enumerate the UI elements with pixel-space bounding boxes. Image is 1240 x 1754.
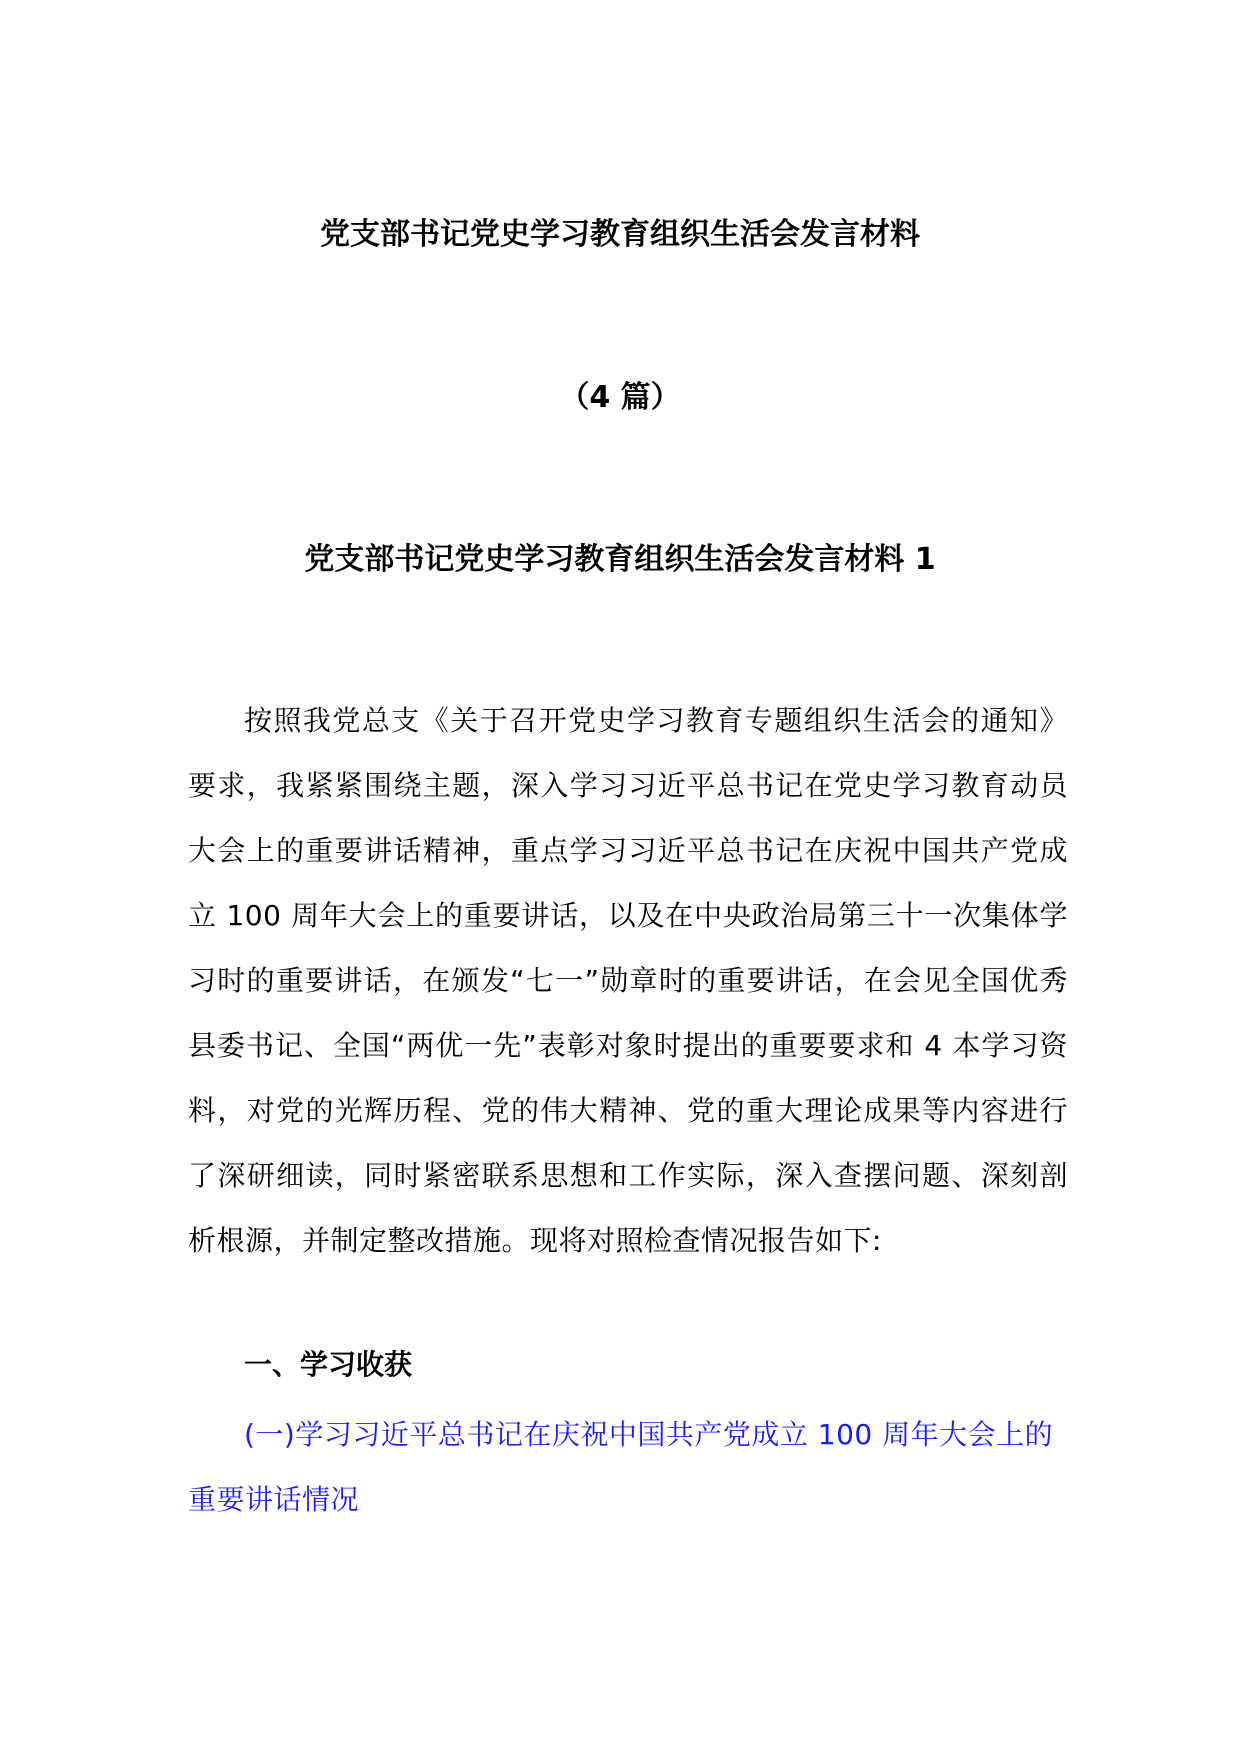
document-title: 党支部书记党史学习教育组织生活会发言材料 bbox=[320, 217, 920, 252]
subsection-heading: (一)学习习近平总书记在庆祝中国共产党成立 100 周年大会上的重要讲话情况 bbox=[188, 1418, 1054, 1516]
intro-paragraph: 按照我党总支《关于召开党史学习教育专题组织生活会的通知》要求，我紧紧围绕主题，深入学习习近平总书记在党史学习教育动员大会上的重要讲话精神，重点学习习近平总书记在庆祝中国共产党成立 100 周年大会上的重要讲话，以及在中央政治局第三十一次集体学习时的重要讲话，在颁发“七一”勋章时的重要讲话，在会见全国优秀县委书记、全国“两优一先”表彰对象时提出的重要要求和 4 本学习资料，对党的光辉历程、党的伟大精神、党的重大理论成果等内容进行了深研细读，同时紧密联系思想和工作实际，深入查摆问题、深刻剖析根源，并制定整改措施。现将对照检查情况报告如下: bbox=[188, 704, 1068, 1257]
section-heading: 一、学习收获 bbox=[244, 1348, 413, 1381]
document-subtitle: 党支部书记党史学习教育组织生活会发言材料 1 bbox=[304, 542, 936, 577]
document-count-label: （4 篇） bbox=[559, 380, 681, 415]
